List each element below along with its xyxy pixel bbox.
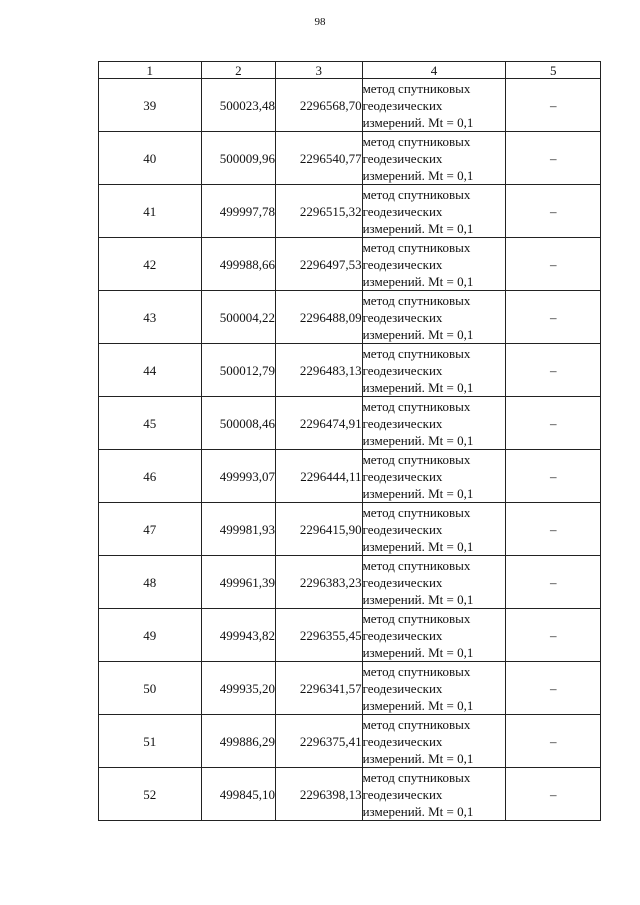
- method-cell: [362, 185, 506, 238]
- point-number-cell: 39: [99, 79, 202, 132]
- method-line: геодезических: [362, 362, 443, 378]
- table-row: [99, 397, 601, 450]
- table-row: [99, 79, 601, 132]
- method-line: измерений. Mt = 0,1: [362, 326, 474, 342]
- method-line: измерений. Mt = 0,1: [362, 538, 474, 554]
- y-coordinate-cell: 2296415,90: [276, 503, 363, 556]
- method-line: геодезических: [362, 468, 443, 484]
- point-number-cell: 43: [99, 291, 202, 344]
- point-number-cell: 50: [99, 662, 202, 715]
- method-line: измерений. Mt = 0,1: [362, 379, 474, 395]
- note-cell: –: [506, 291, 601, 344]
- point-number-cell: 45: [99, 397, 202, 450]
- method-cell: [362, 238, 506, 291]
- table-row: [99, 609, 601, 662]
- method-line: геодезических: [362, 627, 443, 643]
- point-number-cell: 41: [99, 185, 202, 238]
- y-coordinate-cell: 2296341,57: [276, 662, 363, 715]
- method-cell: [362, 450, 506, 503]
- method-line: метод спутниковых: [362, 398, 471, 414]
- method-line: геодезических: [362, 786, 443, 802]
- table-row: [99, 715, 601, 768]
- table-row: [99, 344, 601, 397]
- note-cell: –: [506, 238, 601, 291]
- y-coordinate-cell: 2296497,53: [276, 238, 363, 291]
- method-line: геодезических: [362, 309, 443, 325]
- method-cell: [362, 503, 506, 556]
- method-line: метод спутниковых: [362, 239, 471, 255]
- note-cell: –: [506, 397, 601, 450]
- x-coordinate-cell: 499961,39: [201, 556, 275, 609]
- y-coordinate-cell: 2296474,91: [276, 397, 363, 450]
- note-cell: –: [506, 662, 601, 715]
- coordinates-table: [98, 61, 601, 821]
- note-cell: –: [506, 556, 601, 609]
- method-line: геодезических: [362, 574, 443, 590]
- y-coordinate-cell: 2296355,45: [276, 609, 363, 662]
- method-cell: [362, 609, 506, 662]
- x-coordinate-cell: 499981,93: [201, 503, 275, 556]
- y-coordinate-cell: 2296483,13: [276, 344, 363, 397]
- table-body: [99, 62, 601, 821]
- method-cell: [362, 768, 506, 821]
- point-number-cell: 47: [99, 503, 202, 556]
- method-line: геодезических: [362, 97, 443, 113]
- x-coordinate-cell: 499997,78: [201, 185, 275, 238]
- method-cell: [362, 344, 506, 397]
- method-line: метод спутниковых: [362, 345, 471, 361]
- point-number-cell: 46: [99, 450, 202, 503]
- x-coordinate-cell: 499988,66: [201, 238, 275, 291]
- point-number-cell: 51: [99, 715, 202, 768]
- method-line: метод спутниковых: [362, 716, 471, 732]
- method-line: геодезических: [362, 415, 443, 431]
- method-cell: [362, 291, 506, 344]
- method-line: метод спутниковых: [362, 292, 471, 308]
- method-cell: [362, 662, 506, 715]
- method-line: метод спутниковых: [362, 133, 471, 149]
- page-number: 98: [314, 16, 326, 28]
- note-cell: –: [506, 768, 601, 821]
- table-row: [99, 132, 601, 185]
- x-coordinate-cell: 500012,79: [201, 344, 275, 397]
- method-line: геодезических: [362, 256, 443, 272]
- method-line: измерений. Mt = 0,1: [362, 644, 474, 660]
- note-cell: –: [506, 132, 601, 185]
- method-cell: [362, 79, 506, 132]
- method-line: геодезических: [362, 680, 443, 696]
- header-row: [99, 62, 601, 79]
- note-cell: –: [506, 79, 601, 132]
- note-cell: –: [506, 609, 601, 662]
- method-line: метод спутниковых: [362, 451, 471, 467]
- method-cell: [362, 132, 506, 185]
- method-line: измерений. Mt = 0,1: [362, 485, 474, 501]
- y-coordinate-cell: 2296444,11: [276, 450, 363, 503]
- note-cell: –: [506, 450, 601, 503]
- note-cell: –: [506, 185, 601, 238]
- point-number-cell: 52: [99, 768, 202, 821]
- x-coordinate-cell: 500009,96: [201, 132, 275, 185]
- method-cell: [362, 715, 506, 768]
- method-line: измерений. Mt = 0,1: [362, 432, 474, 448]
- x-coordinate-cell: 500008,46: [201, 397, 275, 450]
- y-coordinate-cell: 2296398,13: [276, 768, 363, 821]
- method-line: метод спутниковых: [362, 663, 471, 679]
- x-coordinate-cell: 499935,20: [201, 662, 275, 715]
- point-number-cell: 44: [99, 344, 202, 397]
- method-line: метод спутниковых: [362, 80, 471, 96]
- y-coordinate-cell: 2296568,70: [276, 79, 363, 132]
- table-row: [99, 450, 601, 503]
- point-number-cell: 49: [99, 609, 202, 662]
- note-cell: –: [506, 715, 601, 768]
- method-cell: [362, 556, 506, 609]
- table-row: [99, 556, 601, 609]
- y-coordinate-cell: 2296540,77: [276, 132, 363, 185]
- x-coordinate-cell: 499993,07: [201, 450, 275, 503]
- column-header-2: 2: [201, 62, 275, 79]
- method-line: метод спутниковых: [362, 186, 471, 202]
- column-header-1: 1: [99, 62, 202, 79]
- method-line: измерений. Mt = 0,1: [362, 167, 474, 183]
- table-row: [99, 662, 601, 715]
- method-line: метод спутниковых: [362, 610, 471, 626]
- y-coordinate-cell: 2296488,09: [276, 291, 363, 344]
- table-row: [99, 768, 601, 821]
- x-coordinate-cell: 500004,22: [201, 291, 275, 344]
- method-line: измерений. Mt = 0,1: [362, 697, 474, 713]
- method-line: измерений. Mt = 0,1: [362, 803, 474, 819]
- method-line: геодезических: [362, 521, 443, 537]
- point-number-cell: 48: [99, 556, 202, 609]
- method-line: измерений. Mt = 0,1: [362, 750, 474, 766]
- note-cell: –: [506, 503, 601, 556]
- x-coordinate-cell: 499845,10: [201, 768, 275, 821]
- method-line: измерений. Mt = 0,1: [362, 591, 474, 607]
- column-header-4: 4: [362, 62, 506, 79]
- method-line: геодезических: [362, 203, 443, 219]
- method-line: измерений. Mt = 0,1: [362, 114, 474, 130]
- method-line: метод спутниковых: [362, 769, 471, 785]
- method-line: метод спутниковых: [362, 504, 471, 520]
- column-header-5: 5: [506, 62, 601, 79]
- table-row: [99, 291, 601, 344]
- method-line: геодезических: [362, 150, 443, 166]
- point-number-cell: 42: [99, 238, 202, 291]
- x-coordinate-cell: 499943,82: [201, 609, 275, 662]
- method-line: метод спутниковых: [362, 557, 471, 573]
- y-coordinate-cell: 2296515,32: [276, 185, 363, 238]
- point-number-cell: 40: [99, 132, 202, 185]
- method-cell: [362, 397, 506, 450]
- table-row: [99, 503, 601, 556]
- x-coordinate-cell: 499886,29: [201, 715, 275, 768]
- method-line: измерений. Mt = 0,1: [362, 273, 474, 289]
- note-cell: –: [506, 344, 601, 397]
- y-coordinate-cell: 2296375,41: [276, 715, 363, 768]
- method-line: геодезических: [362, 733, 443, 749]
- x-coordinate-cell: 500023,48: [201, 79, 275, 132]
- table-row: [99, 185, 601, 238]
- y-coordinate-cell: 2296383,23: [276, 556, 363, 609]
- column-header-3: 3: [276, 62, 363, 79]
- table-row: [99, 238, 601, 291]
- method-line: измерений. Mt = 0,1: [362, 220, 474, 236]
